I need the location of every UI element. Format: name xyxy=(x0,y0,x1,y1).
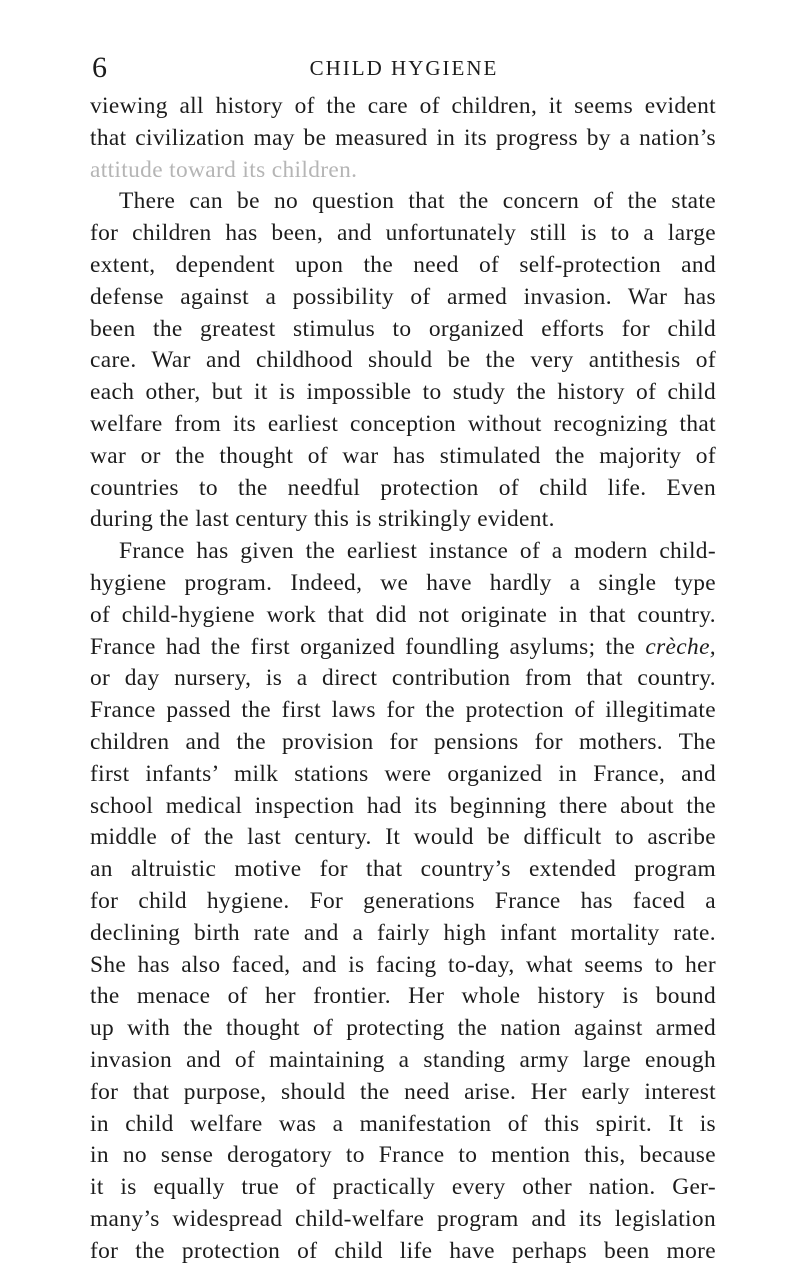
text-line: for that purpose, should the need arise. Her early interest xyxy=(90,1078,716,1105)
text-line: invasion and of maintaining a standing army large enough xyxy=(90,1046,716,1073)
text-line xyxy=(90,632,716,664)
text-line: declining birth rate and a fairly high infant mortality rate. xyxy=(90,919,716,946)
text-line: welfare from its earliest conception without recognizing that xyxy=(90,410,716,437)
text-line: There can be no question that the concern of the state xyxy=(119,188,716,215)
paragraph-3 xyxy=(90,536,716,1267)
text-line: up with the thought of protecting the nation against armed xyxy=(90,1015,716,1042)
text-line: been the greatest stimulus to organized efforts for child xyxy=(90,315,716,342)
text-line: many’s widespread child-welfare program and its legislation xyxy=(90,1205,716,1232)
italic-term: crèche, xyxy=(645,633,716,660)
text-line: in child welfare was a manifestation of this spirit. It is xyxy=(90,1110,716,1137)
text-line: or day nursery, is a direct contribution from that country. xyxy=(90,665,716,692)
text-line: viewing all history of the care of children, it seems evident xyxy=(90,93,716,119)
text-line: France passed the first laws for the protection of illegitimate xyxy=(90,697,716,724)
text-line: first infants’ milk stations were organized in France, and xyxy=(90,760,716,787)
text-line: for child hygiene. For generations France has faced a xyxy=(90,887,716,914)
text-line: that civilization may be measured in its progress by a nation’s xyxy=(90,124,716,151)
paragraph-2 xyxy=(90,186,716,536)
text-line: during the last century this is strikingly evident. xyxy=(90,506,555,533)
text-line: for the protection of child life have perhaps been more xyxy=(90,1237,716,1264)
text-line: extent, dependent upon the need of self-protection and xyxy=(90,251,716,278)
text-line: hygiene program. Indeed, we have hardly a single type xyxy=(90,569,716,596)
text-line: for children has been, and unfortunately still is to a large xyxy=(90,220,716,247)
body-text xyxy=(90,91,716,1267)
text-line: countries to the needful protection of child life. Even xyxy=(90,474,716,501)
text-line: middle of the last century. It would be difficult to ascribe xyxy=(90,824,716,851)
text-segment: France had the first organized foundling asylums; the xyxy=(90,633,646,660)
text-line: the menace of her frontier. Her whole history is bound xyxy=(90,983,716,1010)
text-line: care. War and childhood should be the very antithesis of xyxy=(90,347,716,374)
text-line: each other, but it is impossible to study the history of child xyxy=(90,379,716,406)
text-line: an altruistic motive for that country’s extended program xyxy=(90,856,716,883)
paragraph-1 xyxy=(90,91,716,186)
running-head: CHILD HYGIENE xyxy=(309,56,499,80)
text-line: war or the thought of war has stimulated the majority of xyxy=(90,442,716,469)
text-line: it is equally true of practically every other nation. Ger- xyxy=(90,1174,716,1201)
text-line: She has also faced, and is facing to-day, what seems to her xyxy=(90,951,716,978)
page-number: 6 xyxy=(92,51,107,84)
text-line: children and the provision for pensions for mothers. The xyxy=(90,728,716,755)
text-line: of child-hygiene work that did not originate in that country. xyxy=(90,601,716,628)
page-header xyxy=(92,48,716,88)
text-line: France has given the earliest instance of a modern child- xyxy=(119,538,716,565)
text-line: defense against a possibility of armed invasion. War has xyxy=(90,283,716,310)
text-line: in no sense derogatory to France to mention this, because xyxy=(90,1142,716,1169)
text-line: school medical inspection had its beginning there about the xyxy=(90,792,716,819)
text-line: attitude toward its children. xyxy=(90,156,358,183)
